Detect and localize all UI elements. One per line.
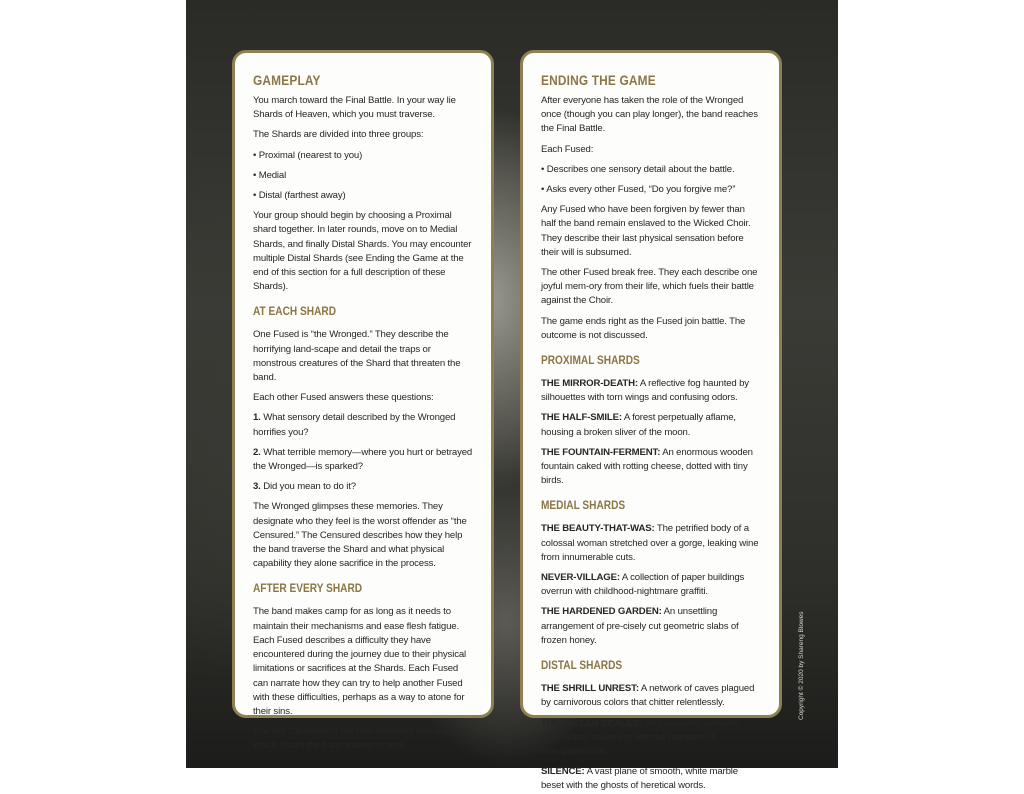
paragraph: After everyone has taken the role of the Wronged once (though you can play longer), the band reaches the Final Battle. bbox=[541, 95, 758, 135]
shard-name: THE FALLEN SCALES: bbox=[541, 717, 643, 729]
section-title-gameplay: GAMEPLAY bbox=[253, 73, 321, 88]
paragraph: Each other Fused answers these questions: bbox=[253, 392, 434, 404]
paragraph: The Shards are divided into three groups: bbox=[253, 129, 424, 141]
shard-entry bbox=[541, 717, 761, 760]
question-item bbox=[253, 480, 473, 494]
copyright-notice: Copyright © 2020 by Shareng Blowes bbox=[798, 611, 805, 720]
shard-name: NEVER-VILLAGE: bbox=[541, 572, 620, 584]
section-title-distal-shards: DISTAL SHARDS bbox=[541, 660, 623, 673]
paragraph: Your group should begin by choosing a Proximal shard together. In later rounds, move on to Medial Shards, and finally Distal Shards. You may encounter multiple Distal Shards (see Ending the Game at the end of this section for a full description of these Shards). bbox=[253, 210, 472, 293]
ending-card bbox=[520, 50, 782, 792]
shard-entry bbox=[541, 446, 761, 489]
paragraph: The other Fused break free. They each describe one joyful mem-ory from their life, which fuels their battle against the Choir. bbox=[541, 267, 758, 307]
shard-description: A vast plane of smooth, white marble beset with the ghosts of heretical words. bbox=[541, 766, 738, 792]
list-item: • Describes one sensory detail about the battle. bbox=[541, 163, 735, 175]
section-title-at-each-shard: AT EACH SHARD bbox=[253, 306, 337, 319]
shard-name: THE MIRROR-DEATH: bbox=[541, 378, 638, 390]
question-text: What sensory detail described by the Wronged horrifies you? bbox=[253, 412, 456, 438]
question-text: Did you mean to do it? bbox=[260, 481, 356, 493]
paragraph: One Fused is “the Wronged.” They describe the horrifying land-scape and detail the traps or monstrous creatures of the Shard that threaten the band. bbox=[253, 329, 461, 384]
shard-name: SILENCE: bbox=[541, 766, 585, 778]
question-text: What terrible memory—where you hurt or betrayed the Wronged—is sparked? bbox=[253, 446, 473, 473]
list-item: • Distal (farthest away) bbox=[253, 190, 346, 202]
shard-entry bbox=[541, 522, 761, 565]
shard-entry bbox=[541, 605, 761, 648]
paragraph: The game ends right as the Fused join battle. The outcome is not discussed. bbox=[541, 315, 746, 341]
section-title-proximal-shards: PROXIMAL SHARDS bbox=[541, 355, 640, 368]
shard-description: The petrified body of a colossal woman stretched over a gorge, leaking wine from innumerable cuts. bbox=[541, 523, 759, 563]
shard-entry bbox=[541, 377, 761, 405]
shard-description: An enormous wooden fountain caked with rotting cheese, dotted with tiny birds. bbox=[541, 446, 753, 487]
list-item: • Asks every other Fused, “Do you forgive me?” bbox=[541, 184, 736, 196]
paragraph: The last Censured is the new Wronged and decides which Shard the band travels to next. bbox=[253, 726, 466, 752]
paragraph: Each Fused: bbox=[541, 143, 594, 155]
section-title-ending: ENDING THE GAME bbox=[541, 73, 656, 88]
shard-description: A reflective fog haunted by silhouettes with torn wings and confusing odors. bbox=[541, 378, 749, 404]
question-item bbox=[253, 411, 473, 439]
question-number: 3. bbox=[253, 481, 261, 493]
shard-name: THE FOUNTAIN-FERMENT: bbox=[541, 446, 661, 458]
question-number: 2. bbox=[253, 446, 261, 458]
shard-name: THE BEAUTY-THAT-WAS: bbox=[541, 523, 655, 535]
shard-entry bbox=[541, 571, 761, 599]
shard-description: An unsettling arrangement of pre-cisely cut geometric slabs of frozen honey. bbox=[541, 606, 739, 646]
shard-description: A forest perpetually aflame, housing a broken sliver of the moon. bbox=[541, 412, 736, 438]
shard-description: A collection of paper buildings overrun with childhood-nightmare graffiti. bbox=[541, 572, 745, 598]
paragraph: The band makes camp for as long as it needs to maintain their mechanisms and ease flesh fatigue. Each Fused describes a difficulty they have encountered during the journey due to their physical limitations or sacrifices at the Shards. Each Fused can narrate how they can try to help another Fused with these difficulties, perhaps as a way to atone for their sins. bbox=[253, 606, 467, 717]
page-background bbox=[186, 0, 838, 792]
shard-name: THE SHRILL UNREST: bbox=[541, 683, 639, 695]
list-item: • Proximal (nearest to you) bbox=[253, 149, 363, 161]
shard-name: THE HARDENED GARDEN: bbox=[541, 606, 662, 618]
paragraph: The Wronged glimpses these memories. They designate who they feel is the worst offender as “the Censured.” The Censured describes how they help the band traverse the Shard and what physical capability they alone sacrifice in the process. bbox=[253, 501, 467, 570]
shard-description: An impossibly complex mechanism shiver-ing with the whispers of unrequited love. bbox=[541, 717, 739, 757]
shard-entry bbox=[541, 765, 761, 793]
shard-entry bbox=[541, 411, 761, 439]
section-title-medial-shards: MEDIAL SHARDS bbox=[541, 500, 626, 513]
question-number: 1. bbox=[253, 412, 261, 424]
paragraph: Any Fused who have been forgiven by fewer than half the band remain enslaved to the Wicked Choir. They describe their last physical sensation before their will is subsumed. bbox=[541, 204, 751, 258]
gameplay-card bbox=[232, 50, 494, 752]
shard-description: A network of caves plagued by carnivorous colors that chitter relentlessly. bbox=[541, 683, 755, 709]
question-item bbox=[253, 446, 473, 474]
section-title-after-every-shard: AFTER EVERY SHARD bbox=[253, 583, 363, 596]
list-item: • Medial bbox=[253, 169, 287, 181]
shard-entry bbox=[541, 682, 761, 710]
paragraph: You march toward the Final Battle. In your way lie Shards of Heaven, which you must traverse. bbox=[253, 95, 456, 121]
shard-name: THE HALF-SMILE: bbox=[541, 412, 622, 424]
